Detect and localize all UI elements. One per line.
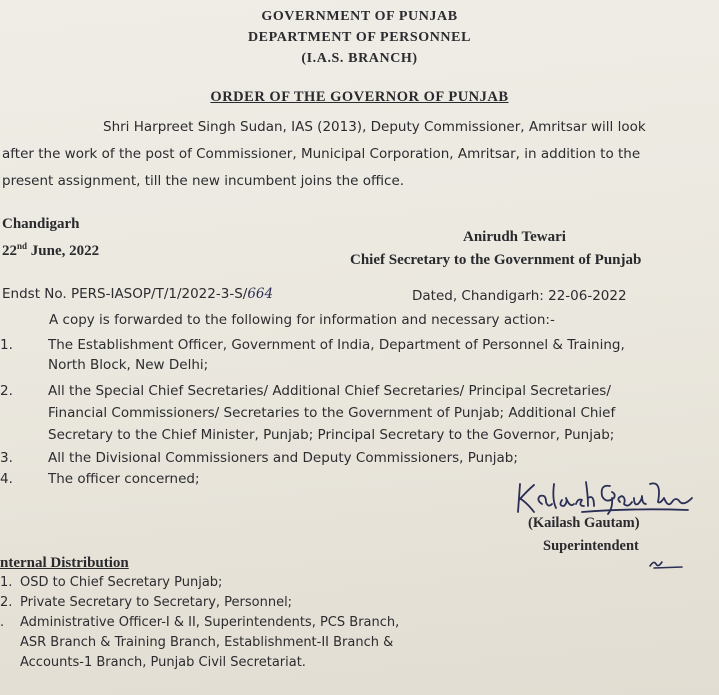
endorsement-number: Endst No. PERS-IASOP/T/1/2022-3-S/664: [2, 286, 274, 302]
header-branch: (I.A.S. BRANCH): [301, 51, 418, 66]
forward-text: A copy is forwarded to the following for information and necessary action:-: [49, 312, 555, 328]
distribution-number: 2.: [0, 595, 13, 610]
header-department: DEPARTMENT OF PERSONNEL: [247, 30, 472, 45]
distribution-number: .: [0, 615, 5, 630]
recipient-number: 4.: [0, 471, 13, 487]
internal-distribution-heading: nternal Distribution: [0, 555, 129, 571]
order-title: ORDER OF THE GOVERNOR OF PUNJAB: [210, 89, 509, 105]
recipient-line: All the Divisional Commissioners and Deputy Commissioners, Punjab;: [48, 450, 518, 466]
signatory-name: Anirudh Tewari: [463, 229, 566, 245]
recipient-line: The officer concerned;: [48, 471, 200, 487]
initial-mark: [646, 556, 686, 572]
order-body-line-1: Shri Harpreet Singh Sudan, IAS (2013), Deputy Commissioner, Amritsar will look: [103, 119, 646, 135]
distribution-line: Private Secretary to Secretary, Personnel;: [20, 595, 293, 610]
header-government: GOVERNMENT OF PUNJAB: [261, 9, 458, 24]
place: Chandigarh: [2, 216, 80, 232]
distribution-line: OSD to Chief Secretary Punjab;: [20, 575, 223, 590]
recipient-number: 3.: [0, 450, 13, 466]
order-date: 22nd June, 2022: [2, 241, 100, 259]
distribution-line: Administrative Officer-I & II, Superintendents, PCS Branch,: [20, 615, 400, 630]
order-body-line-2: after the work of the post of Commissioner, Municipal Corporation, Amritsar, in addition to the: [2, 146, 641, 162]
distribution-line: Accounts-1 Branch, Punjab Civil Secretariat.: [20, 655, 306, 670]
superintendent-designation: Superintendent: [543, 538, 639, 554]
superintendent-name: (Kailash Gautam): [528, 515, 640, 531]
recipient-line: The Establishment Officer, Government of India, Department of Personnel & Training,: [48, 337, 625, 353]
order-body-line-3: present assignment, till the new incumbent joins the office.: [2, 173, 405, 189]
superintendent-signature: [512, 472, 702, 520]
recipient-number: 1.: [0, 337, 13, 353]
handwritten-number: 664: [247, 286, 274, 302]
recipient-line: Financial Commissioners/ Secretaries to the Government of Punjab; Additional Chief: [48, 405, 616, 421]
recipient-line: All the Special Chief Secretaries/ Additional Chief Secretaries/ Principal Secretaries/: [48, 383, 611, 399]
recipient-line: Secretary to the Chief Minister, Punjab; Principal Secretary to the Governor, Punjab;: [48, 427, 615, 443]
distribution-number: 1.: [0, 575, 13, 590]
recipient-number: 2.: [0, 383, 13, 399]
distribution-line: ASR Branch & Training Branch, Establishment-II Branch &: [20, 635, 394, 650]
recipient-line: North Block, New Delhi;: [48, 357, 209, 373]
endorsement-date: Dated, Chandigarh: 22-06-2022: [412, 288, 627, 304]
signatory-designation: Chief Secretary to the Government of Punjab: [350, 252, 642, 268]
